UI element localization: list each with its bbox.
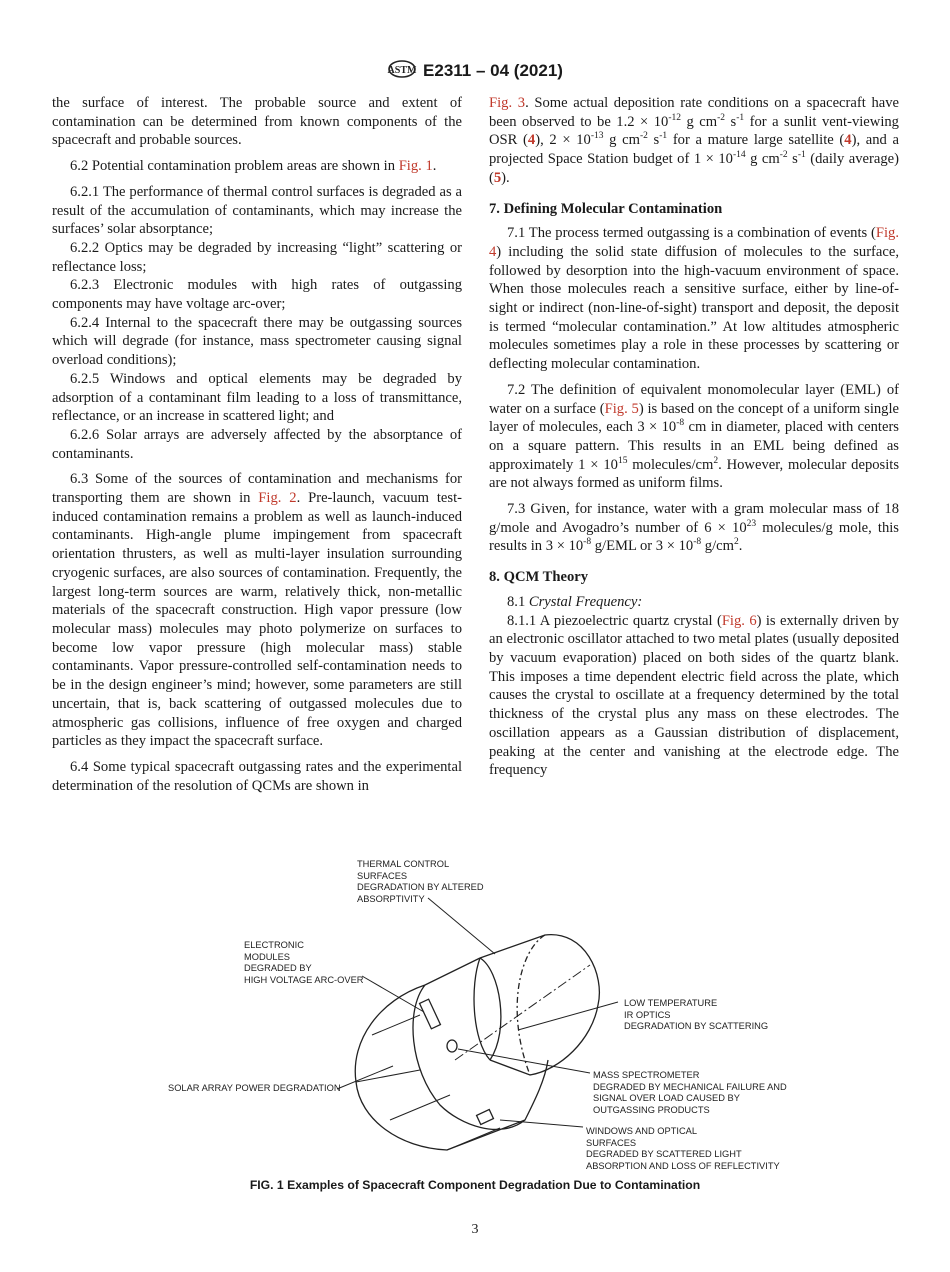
text-run: ) is based on the concept of a uniform single layer of molecules, each 3 × 10 — [489, 400, 900, 436]
paragraph — [489, 612, 899, 780]
standard-designation: E2311 – 04 (2021) — [423, 60, 563, 80]
text-run: 6.2.4 Internal to the spacecraft there may be outgassing sources which will degrade (for instance, mass spectrometer causing signal overload conditions); — [52, 314, 462, 369]
text-run: 6.4 Some typical spacecraft outgassing rates and the experimental determination of the resolution of QCMs are shown in — [52, 758, 462, 794]
superscript: -2 — [779, 150, 788, 161]
text-run: s — [787, 151, 798, 168]
label-mass-spectrometer: MASS SPECTROMETER DEGRADED BY MECHANICAL FAILURE AND SIGNAL OVER LOAD CAUSED BY OUTGASSING PRODUCTS — [593, 1070, 787, 1115]
text-run: . — [432, 158, 437, 175]
superscript: -1 — [659, 131, 668, 142]
label-ir-optics: LOW TEMPERATURE IR OPTICS DEGRADATION BY SCATTERING — [624, 998, 769, 1031]
text-run: ), 2 × 10 — [535, 132, 591, 149]
superscript: -8 — [693, 537, 702, 548]
label-windows-optical: WINDOWS AND OPTICAL SURFACES DEGRADED BY SCATTERED LIGHT ABSORPTION AND LOSS OF REFLECTIVITY — [586, 1126, 780, 1171]
text-run: ), and a projected Space Station budget of 1 × 10 — [489, 132, 899, 168]
text-run: for a mature large satellite ( — [667, 132, 845, 149]
label-solar-array: SOLAR ARRAY POWER DEGRADATION — [168, 1083, 341, 1093]
paragraph — [52, 426, 462, 463]
paragraph — [52, 239, 462, 276]
figure-link[interactable]: Fig. 1 — [398, 158, 433, 175]
text-run: molecules/g mole, this results in 3 × 10 — [489, 519, 899, 555]
superscript: -8 — [676, 418, 685, 429]
label-thermal-control: THERMAL CONTROL SURFACES DEGRADATION BY ALTERED ABSORPTIVITY — [357, 859, 484, 904]
text-run: 6.2.5 Windows and optical elements may be degraded by adsorption of a contaminant film leading to a loss of transmittance, reflectance, or an increase in scattered light; and — [52, 370, 462, 425]
text-run: 6.2.6 Solar arrays are adversely affected by the absorptance of contaminants. — [52, 426, 462, 462]
paragraph — [52, 183, 462, 239]
italic-text: Crystal Frequency: — [528, 593, 643, 610]
text-run: 8.1 — [507, 593, 529, 610]
text-run: 7.1 The process termed outgassing is a combination of events ( — [507, 225, 876, 242]
superscript: -2 — [717, 112, 726, 123]
text-run: 6.3 Some of the sources of contamination and mechanisms for transporting them are shown in — [52, 471, 462, 507]
text-run: 6.2.2 Optics may be degraded by increasing “light” scattering or reflectance loss; — [52, 239, 462, 275]
page-number: 3 — [471, 1222, 479, 1237]
spacecraft-body — [355, 958, 548, 1150]
text-run: for a sunlit vent-viewing OSR ( — [489, 113, 899, 149]
paragraph — [52, 276, 462, 313]
paragraph — [52, 157, 462, 176]
text-run: g/EML or 3 × 10 — [591, 538, 694, 555]
figure-link[interactable]: Fig. 4 — [489, 225, 899, 260]
text-run: g cm — [681, 113, 718, 130]
paragraph — [52, 94, 462, 150]
text-run: ) is externally driven by an electronic oscillator attached to two metal plates (usually deposited by vacuum evaporation) placed on both sides of the quartz blank. This imposes a time dependent electric field across the plate, which causes the crystal to oscillate at a frequency determined by the total thickness of the crystal plus any mass on these electrodes. The oscillation appears as a Gaussian distribution of displacement, peaking at the center and vanishing at the electrode edge. The frequency — [489, 612, 899, 779]
left-column — [52, 94, 462, 802]
right-column — [489, 94, 899, 787]
superscript: -13 — [590, 131, 604, 142]
figure-link[interactable]: Fig. 6 — [721, 612, 757, 629]
superscript: -1 — [797, 150, 806, 161]
paragraph — [52, 470, 462, 751]
paragraph — [489, 94, 899, 188]
superscript: 15 — [617, 455, 628, 466]
text-run: 8.1.1 A piezoelectric quartz crystal ( — [507, 612, 722, 629]
text-run: (daily average) ( — [489, 151, 899, 186]
text-run: s — [725, 113, 737, 130]
figure-link[interactable]: Fig. 3 — [489, 95, 526, 111]
text-run: ) including the solid state diffusion of molecules to the surface, followed by desorption into the high-vacuum environment of space. When those molecules reach a sensitive surface, either by line-of-sight or indirect (non-line-of-sight) transport and deposit, the deposit is termed “molecular contamination.” At low altitudes atmospheric molecules sometimes play a role in these processes by scattering or deflecting molecular contamination. — [489, 243, 899, 373]
superscript: -1 — [736, 112, 745, 123]
paragraph — [489, 500, 899, 556]
superscript: 23 — [746, 518, 757, 529]
text-run: . — [738, 538, 743, 555]
paragraph — [52, 370, 462, 426]
text-run: g/cm — [701, 538, 734, 555]
ir-optics-cylinder — [474, 935, 599, 1075]
figure-caption: FIG. 1 Examples of Spacecraft Component Degradation Due to Contamination — [249, 1178, 701, 1192]
page-header — [0, 57, 950, 86]
reference-link[interactable]: 4 — [527, 132, 536, 149]
section-heading: 8. QCM Theory — [489, 569, 589, 586]
figure-link[interactable]: Fig. 2 — [258, 490, 297, 507]
section-heading: 7. Defining Molecular Contamination — [489, 200, 723, 217]
superscript: 2 — [713, 455, 719, 466]
superscript: -2 — [639, 131, 648, 142]
superscript: -14 — [732, 150, 746, 161]
superscript: 2 — [734, 537, 739, 548]
paragraph — [52, 758, 462, 795]
astm-logo — [387, 57, 417, 86]
superscript: -12 — [668, 112, 681, 123]
text-run: 7.3 Given, for instance, water with a gram molecular mass of 18 g/mole and Avogadro’s number of 6 × 10 — [489, 501, 899, 536]
text-run: cm in diameter, placed with centers on a square pattern. This results in an EML being defined as approximately 1 × 10 — [489, 419, 899, 473]
reference-link[interactable]: 4 — [844, 132, 852, 149]
paragraph — [52, 314, 462, 370]
text-run: 7.2 The definition of equivalent monomolecular layer (EML) of water on a surface ( — [489, 381, 899, 417]
superscript: -8 — [583, 537, 592, 548]
paragraph — [489, 381, 899, 493]
text-run: . Some actual deposition rate conditions on a spacecraft have been observed to be 1.2 × 10 — [489, 95, 899, 130]
leader-lines — [337, 898, 618, 1127]
text-run: the surface of interest. The probable source and extent of contamination can be determined from known components of the spacecraft and probable sources. — [52, 95, 462, 149]
paragraph — [489, 593, 899, 612]
paragraph — [489, 224, 899, 374]
text-run: s — [647, 132, 660, 149]
svg-text:ASTM: ASTM — [387, 65, 417, 76]
text-run: 6.2 Potential contamination problem areas are shown in — [70, 158, 399, 175]
text-run: g cm — [603, 132, 640, 149]
text-run: ). — [501, 169, 510, 186]
text-run: molecules/cm — [627, 456, 714, 473]
text-run: g cm — [745, 151, 780, 168]
text-run: . Pre-launch, vacuum test-induced contamination remains a problem as well as launch-induced contaminants. High-angle plume impingement from spacecraft orientation thrusters, as well as multi-layer insulation surrounding cryogenic surfaces, are also sources of contamination. Frequently, the largest long-term sources are warm, relatively thick, non-metallic materials of the spacecraft construction. High vapor pressure (low molecular mass) molecules may photo polymerize on surfaces to become low vapor pressure (high molecular mass) stable contaminants. Vapor pressure-controlled self-contamination needs to be in the design engineer’s mind; however, some parameters are still uncertain, that is, back scattering of outgassed molecules due to atmospheric gas collisions, influence of free oxygen and charged particles as they impact the spacecraft surface. — [52, 490, 462, 750]
text-run: . However, molecular deposits are not always formed as uniform films. — [489, 456, 900, 492]
text-run: 6.2.1 The performance of thermal control surfaces is degraded as a result of the accumulation of contaminants, which may increase the surfaces’ solar absorptance; — [52, 183, 462, 238]
text-run: 6.2.3 Electronic modules with high rates of outgassing components may have voltage arc-over; — [52, 277, 462, 313]
reference-link[interactable]: 5 — [493, 169, 502, 186]
label-electronic-modules: ELECTRONIC MODULES DEGRADED BY HIGH VOLTAGE ARC-OVER — [244, 940, 364, 985]
figure-link[interactable]: Fig. 5 — [604, 400, 639, 417]
